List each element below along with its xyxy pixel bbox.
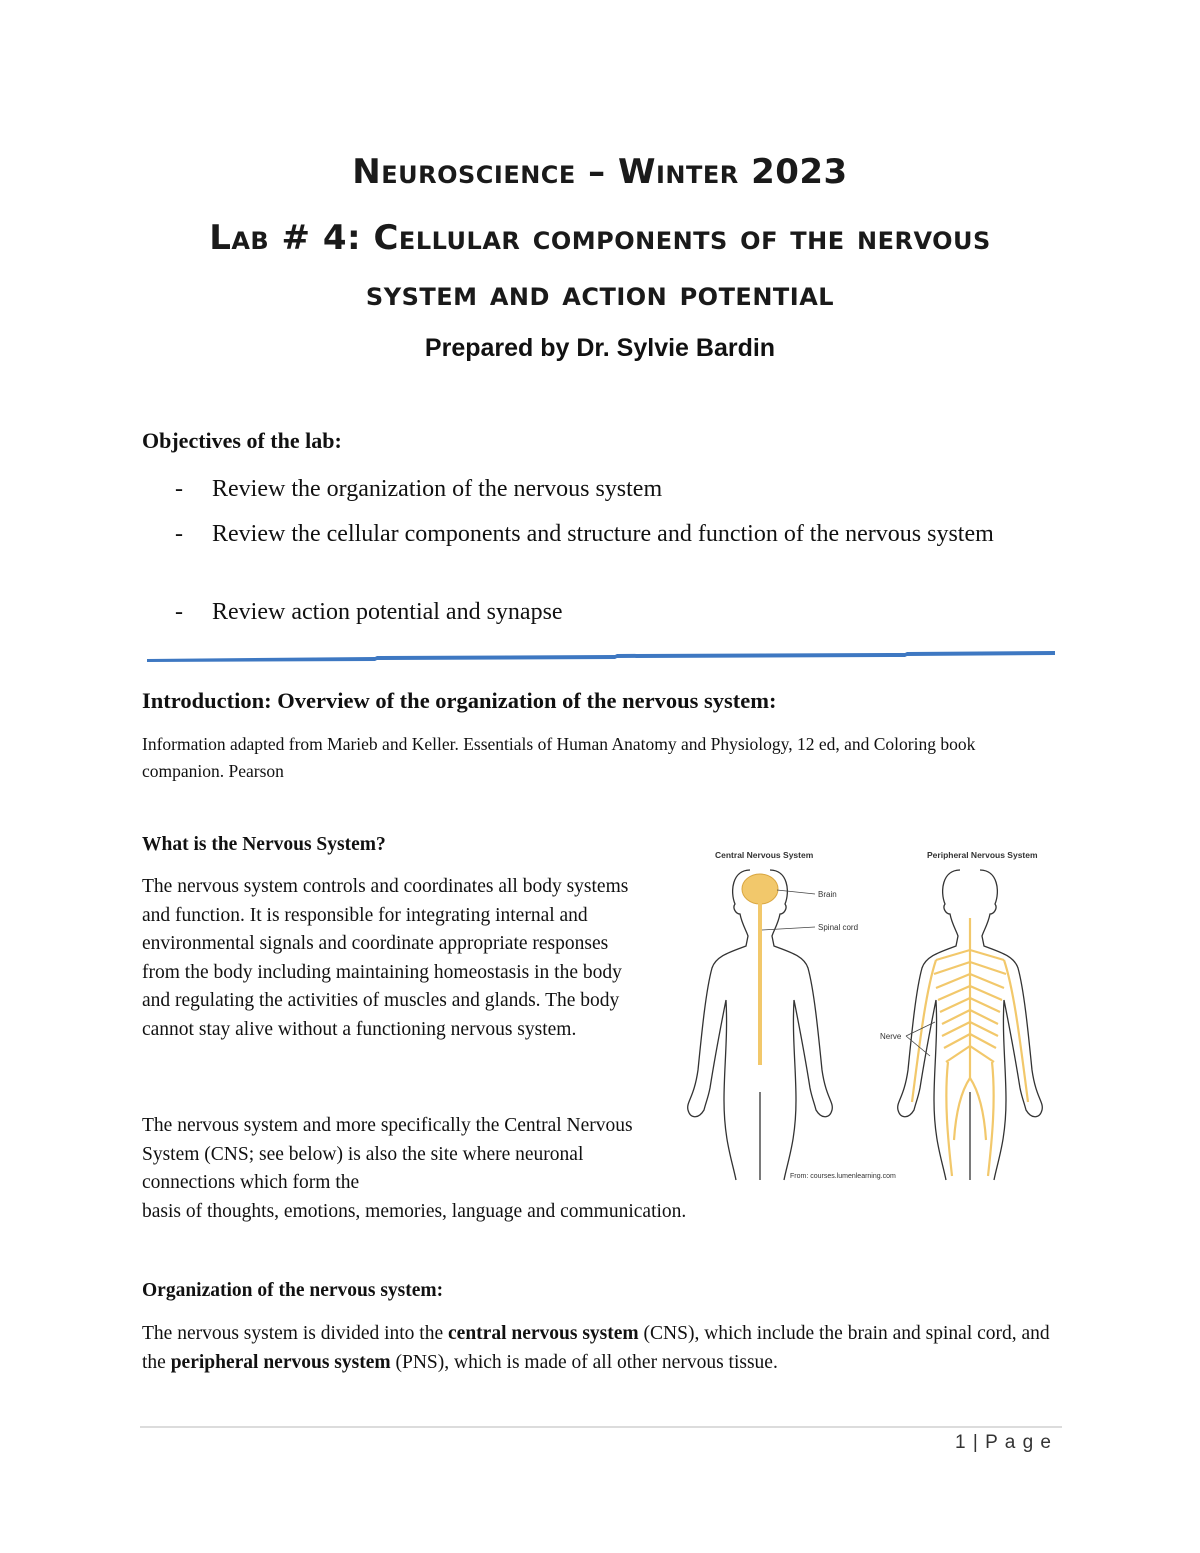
organization-heading: Organization of the nervous system: <box>142 1280 444 1301</box>
list-item-text: Review action potential and synapse <box>212 599 563 625</box>
list-item <box>175 473 1055 506</box>
what-is-paragraph-2: The nervous system and more specifically the Central Nervous System (CNS; see below) is also the site where neuronal connections which form the <box>142 1115 633 1193</box>
what-is-paragraph-2-end: basis of thoughts, emotions, memories, language and communication. <box>142 1201 687 1222</box>
brain-label: Brain <box>818 890 837 899</box>
list-item <box>175 518 1055 584</box>
introduction-source: Information adapted from Marieb and Keller. Essentials of Human Anatomy and Physiology, 12 ed, and Coloring book companion. Pearson <box>142 734 976 781</box>
organization-text: (PNS), which is made of all other nervous tissue. <box>390 1351 778 1373</box>
list-dash: - <box>175 476 183 502</box>
footer-rule <box>140 1426 1062 1428</box>
list-dash: - <box>175 599 183 625</box>
nerve-label: Nerve <box>880 1032 902 1041</box>
figure-credit: From: courses.lumenlearning.com <box>790 1173 896 1180</box>
author-line: Prepared by Dr. Sylvie Bardin <box>424 334 776 362</box>
body-diagram-svg <box>680 840 1060 1190</box>
spinal-cord-label: Spinal cord <box>818 923 859 932</box>
page-separator: | <box>966 1432 986 1453</box>
list-item-text: Review the cellular components and structure and function of the nervous system <box>212 521 994 547</box>
course-title: Neuroscience – Winter 2023 <box>352 152 848 192</box>
page-number: 1 <box>955 1432 967 1453</box>
brain-icon <box>742 874 778 904</box>
introduction-heading: Introduction: Overview of the organization of the nervous system: <box>142 688 777 713</box>
lab-title-line1: Lab # 4: Cellular components of the nervous <box>209 218 991 258</box>
list-item-text: Review the organization of the nervous system <box>212 476 663 502</box>
cns-term: central nervous system <box>448 1323 639 1344</box>
page-footer <box>955 1432 1052 1454</box>
page-label: P a g e <box>985 1432 1052 1453</box>
pns-figure-title: Peripheral Nervous System <box>927 850 1038 860</box>
organization-paragraph <box>142 1320 1052 1377</box>
section-divider <box>145 646 1057 662</box>
what-is-paragraph: The nervous system controls and coordinates all body systems and function. It is responsible for integrating internal and environmental signals and coordinate appropriate responses from the body including maintaining homeostasis in the body and regulating the activities of muscles and glands. The body cannot stay alive without a functioning nervous system. <box>142 876 629 1040</box>
lab-title-line2: system and action potential <box>365 274 835 314</box>
list-item <box>175 596 1055 629</box>
spinal-cord-icon <box>758 900 762 1065</box>
list-dash: - <box>175 521 183 547</box>
cns-figure-title: Central Nervous System <box>715 850 814 860</box>
pns-term: peripheral nervous system <box>170 1351 391 1373</box>
nervous-system-figure <box>680 840 1060 1190</box>
objectives-heading: Objectives of the lab: <box>142 428 342 453</box>
what-is-heading: What is the Nervous System? <box>142 834 386 855</box>
organization-text: The nervous system is divided into the <box>142 1323 449 1344</box>
organization-text: (CNS), which include the brain and spinal cord, and the <box>142 1323 1050 1373</box>
